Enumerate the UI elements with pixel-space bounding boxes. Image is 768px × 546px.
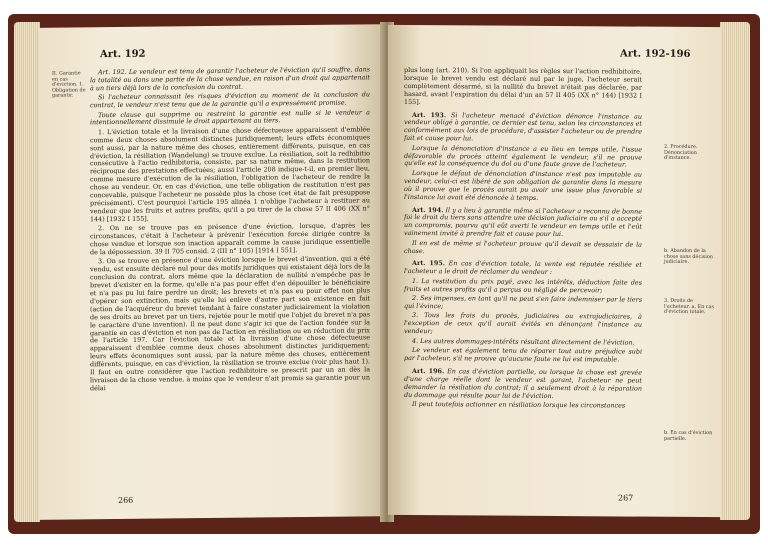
article-195-item-1: 1. La restitution du prix payé, avec les intérêts, déduction faite des fruits et autres profits qu'il a perçus ou négligé de percevoir;	[404, 276, 642, 294]
page-edges-right	[720, 22, 750, 520]
commentary-2: 2. On ne se trouve pas en présence d'une éviction, lorsque, d'après les circonstances, c'était à l'acheteur à prévenir l'exécution forcée dirigée contre la chose vendue et lorsque son inaction apparaît comme la cause juridique essentielle de la dépossession. 39 II 705 consid. 2 (III n° 105) [1914 I 551].	[90, 221, 370, 257]
continued-text: plus long (art. 210). Si l'on appliquait les règles sur l'action redhibitoire, lorsque le brevet vendu est déclaré nul par le juge, l'acheteur serait complètement désarmé, si la nullité du brevet n'était pas déclarée, par hasard, avant l'expiration du délai d'un an 57 II 405 (XX n° 144) [1932 I 155].	[404, 65, 642, 106]
article-192-text: Art. 192. Le vendeur est tenu de garantir l'acheteur de l'éviction qu'il souffre, dans la totalité ou dans une partie de la chose vendue, en raison d'un droit qui appartenait à un tiers déjà lors de la conclusion du contrat.	[90, 65, 370, 93]
page-edges-left	[14, 22, 40, 522]
article-195-item-2: 2. Ses impenses, en tant qu'il ne peut s'en faire indemniser par le tiers qui l'évince;	[404, 294, 642, 311]
article-192-para-3: Toute clause qui supprime ou restreint la garantie est nulle si le vendeur a intentionnellement dissimulé le droit appartenant au tiers.	[90, 107, 370, 127]
article-194-para-2: Il en est de même si l'acheteur prouve qu'il devait se dessaisir de la chose.	[404, 238, 642, 255]
article-194-text: Art. 194. Il y a lieu à garantie même si l'acheteur a reconnu de bonne foi le droit du tiers sans attendre une décision judiciaire ou s'il a accepté un compromis, pourvu qu'il eût averti le vendeur en temps utile et l'eût vainement invité à prendre fait et cause pour lui.	[404, 205, 642, 239]
margin-note-art-193: 2. Procédure. Dénonciation d'instance.	[664, 143, 698, 162]
article-192-para-2: Si l'acheteur connaissait les risques d'éviction au moment de la conclusion du contrat, le vendeur n'est tenu que de la garantie qu'il a expressément promise.	[90, 90, 370, 110]
article-195-text: Art. 195. En cas d'éviction totale, la vente est réputée résiliée et l'acheteur a le droit de réclamer du vendeur :	[404, 259, 642, 277]
article-193-para-2: Lorsque la dénonciation d'instance a eu lieu en temps utile, l'issue défavorable du procès atteint également le vendeur, s'il ne prouve qu'elle est la conséquence du dol ou d'une faute grave de l'acheteur.	[404, 143, 642, 169]
article-193-number: Art. 193.	[412, 110, 447, 119]
commentary-3: 3. On se trouve en présence d'une éviction lorsque le brevet d'invention, qui a été vendu, est ensuite déclaré nul pour des motifs juridiques qui existaient déjà lors de la conclusion du contrat, alors même que la déclaration de nullité n'empêche pas le brevet d'exister en la forme, qu'elle n'a pas pour effet d'en dépouiller le bénéficiaire et n'a pas pu lui faire perdre un droit; les brevets et n'a pas eu pour effet non plus d'opérer son extinction, mais qu'elle lui enlève d'autre part son existence en fait (action de l'acquéreur du brevet tendant à faire constater judiciairement la violation de ses droits au brevet par un tiers, rejetée pour le motif que l'objet du brevet n'a pas le caractère d'une invention). Il ne peut donc s'agir ici que de l'action fondée sur la garantie en cas d'éviction et non pas de l'action en résiliation ou en réduction du prix de l'article 197. Car l'éviction totale et la livraison d'une chose défectueuse apparaissent d'emblée comme deux choses absolument distinctes juridiquement; leurs effets économiques sont aussi, par la nature même des choses, entièrement différents, puisque, en cas d'éviction, la résiliation se trouve exclue (voir plus haut 1). Il faut en outre considérer que l'action redhibitoire se prescrit par un an dès la livraison de la chose vendue, à moins que le vendeur n'ait promis sa garantie pour un délai	[90, 254, 370, 393]
article-196-number: Art. 196.	[412, 366, 445, 376]
right-page-body	[404, 67, 642, 412]
article-195-number: Art. 195.	[412, 259, 445, 268]
left-page-header: Art. 192	[100, 48, 146, 61]
left-page-number: 266	[118, 495, 134, 505]
margin-note-art-195: 3. Droits de l'acheteur. a. En cas d'éviction totale.	[664, 297, 714, 316]
article-196-text: Art. 196. En cas d'éviction partielle, ou lorsque la chose est grevée d'une charge réelle dont le vendeur est garant, l'acheteur ne peut demander la résiliation du contrat; il a seulement droit à la réparation du dommage qui résulte pour lui de l'éviction.	[404, 366, 642, 400]
right-page-header: Art. 192-196	[620, 48, 691, 60]
article-196-para-2: Il peut toutefois actionner en résiliation lorsque les circonstances	[412, 399, 626, 410]
article-195-item-4: 4. Les autres dommages-intérêts résultant directement de l'éviction.	[412, 336, 635, 347]
right-page	[388, 25, 722, 517]
article-193-para-3: Lorsque le défaut de dénonciation d'instance n'est pas imputable au vendeur, celui-ci est libéré de son obligation de garantie dans la mesure où il prouve que le procès aurait pu avoir une issue plus favorable si l'instance lui avait été dénoncée à temps.	[404, 168, 642, 202]
left-margin-note: II. Garantie en cas d'éviction. 1. Obligation de garantir.	[52, 70, 86, 100]
left-page-body	[90, 66, 370, 394]
article-195-item-3: 3. Tous les frais du procès, judiciaires ou extrajudiciaires, à l'exception de ceux qu'il aurait évités en dénonçant l'instance au vendeur;	[404, 311, 642, 336]
margin-note-art-196: b. En cas d'éviction partielle.	[664, 429, 713, 442]
right-page-number: 267	[618, 493, 634, 503]
article-193-text: Art. 193. Si l'acheteur menacé d'éviction dénonce l'instance au vendeur obligé à garantie, ce dernier est tenu, selon les circonstances et conformément aux lois de procédure, d'assister l'acheteur ou de prendre fait et cause pour lui.	[404, 110, 642, 143]
article-194-number: Art. 194.	[412, 205, 444, 214]
margin-note-art-194: b. Abandon de la chose sans décision judiciaire.	[664, 247, 713, 266]
article-195-para-2: Le vendeur est également tenu de réparer tout autre préjudice subi par l'acheteur, s'il ne prouve qu'aucune faute ne lui est imputable.	[404, 346, 642, 364]
left-page	[38, 24, 386, 520]
commentary-1: 1. L'éviction totale et la livraison d'une chose défectueuse apparaissent d'emblée comme deux choses absolument distinctes juridiquement; leurs effets économiques sont aussi, par la nature même des choses, entièrement différents, puisque, en cas d'éviction, la résiliation (Wandelung) se trouve exclue. La résiliation, soit la redhibitio consécutive à l'actio redhibitoria, consiste, par sa nature même, dans la restitution réciproque des prestations effectuées; aussi l'article 208 indique-t-il, en premier lieu, comme mesure d'exécution de la résiliation, l'obligation de l'acheteur de rendre la chose au vendeur. Or, en cas d'éviction, une telle obligation de restitution n'est pas concevable, puisque l'acheteur ne possède plus la chose (cet état de fait présuppose précisément). C'est pourquoi l'article 195 alinéa 1 n'oblige l'acheteur à restituer au vendeur que les fruits et autres profits, qu'il a pu tirer de la chose 57 II 406 (XX n° 144) [1932 I 155].	[90, 125, 370, 224]
